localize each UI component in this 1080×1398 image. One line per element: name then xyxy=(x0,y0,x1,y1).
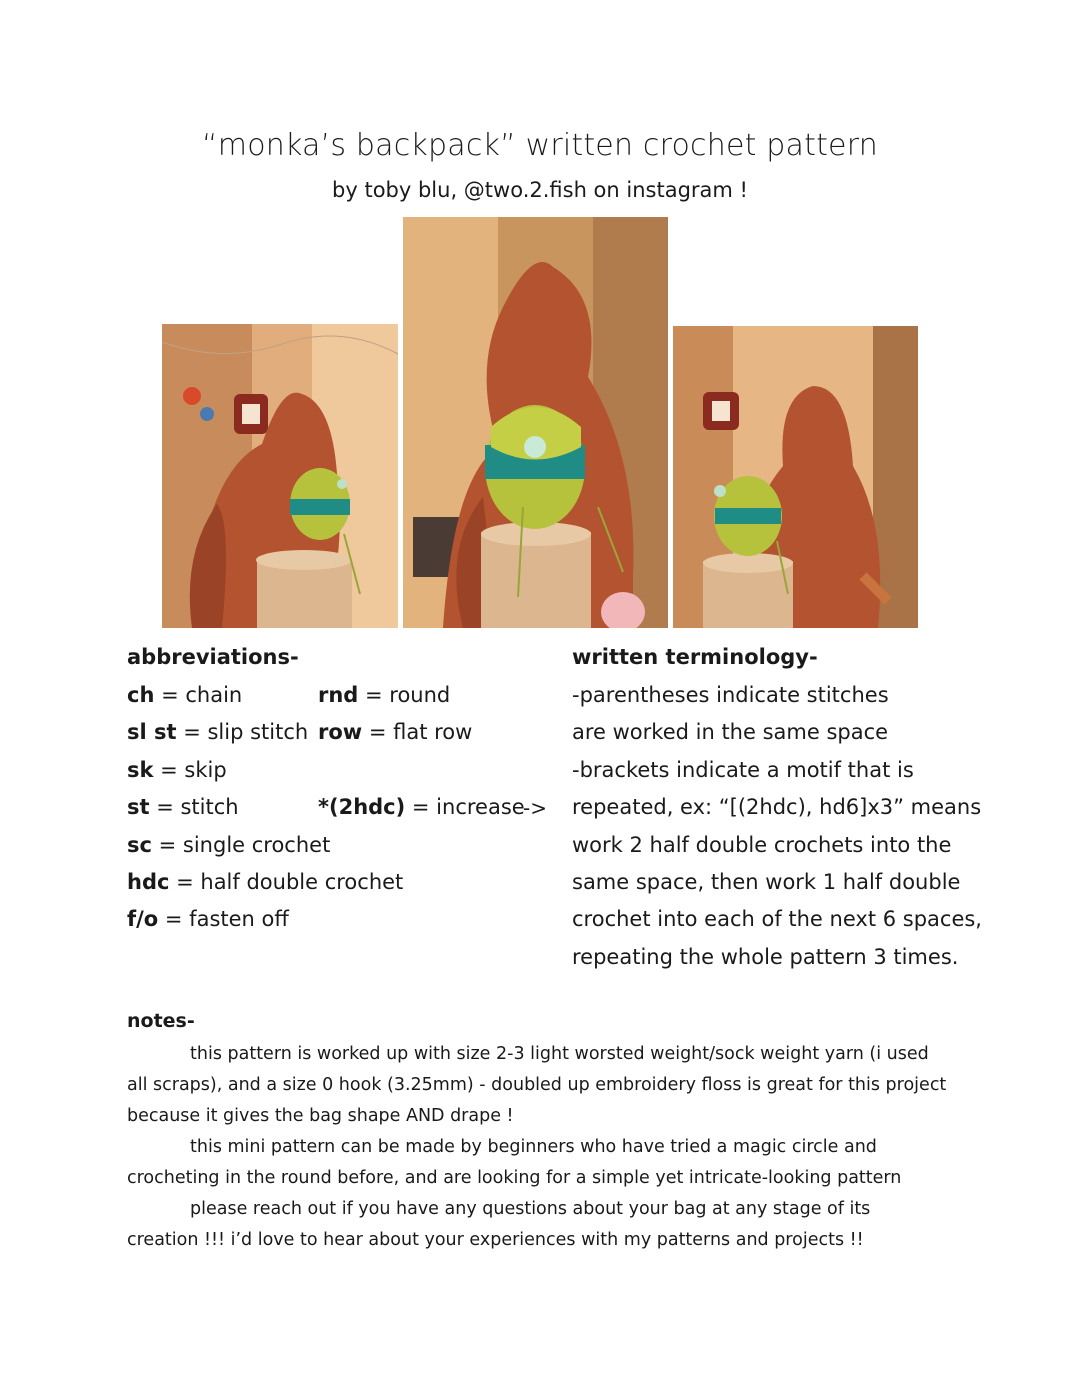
terminology-line: work 2 half double crochets into the xyxy=(572,833,952,857)
monkey-backpack-back-photo-icon xyxy=(403,217,668,628)
arrow-icon: -> xyxy=(523,796,547,820)
terminology-line: repeating the whole pattern 3 times. xyxy=(572,945,959,969)
abbreviation-item xyxy=(318,720,472,744)
notes-heading: notes- xyxy=(127,1010,195,1032)
abbreviation-definition: = round xyxy=(358,683,451,707)
abbreviation-term: sc xyxy=(127,833,152,857)
monkey-backpack-side-photo-icon xyxy=(162,324,398,628)
author-byline: by toby blu, @two.2.fish on instagram ! xyxy=(332,178,748,202)
abbreviations-heading: abbreviations- xyxy=(127,645,299,669)
abbreviation-item xyxy=(318,795,525,819)
notes-paragraph: this mini pattern can be made by beginners who have tried a magic circle and crocheting in the round before, and are looking for a simple yet intricate-looking pattern xyxy=(127,1137,902,1188)
abbreviation-item xyxy=(127,870,403,894)
abbreviation-term: *(2hdc) xyxy=(318,795,406,819)
page-title: “monka’s backpack” written crochet pattern xyxy=(202,128,878,163)
abbreviation-item xyxy=(127,907,289,931)
terminology-heading: written terminology- xyxy=(572,645,818,669)
terminology-line: crochet into each of the next 6 spaces, xyxy=(572,907,982,931)
abbreviation-term: sk xyxy=(127,758,154,782)
terminology-line: -brackets indicate a motif that is xyxy=(572,758,914,782)
abbreviation-term: rnd xyxy=(318,683,359,707)
notes-paragraph: please reach out if you have any questions about your bag at any stage of its creation !!! i’d love to hear about your experiences with my patterns and projects !! xyxy=(127,1199,871,1250)
abbreviation-definition: = flat row xyxy=(362,720,473,744)
terminology-line: are worked in the same space xyxy=(572,720,889,744)
abbreviation-term: ch xyxy=(127,683,155,707)
abbreviation-item xyxy=(318,683,450,707)
abbreviation-definition: = slip stitch xyxy=(176,720,309,744)
abbreviation-term: sl st xyxy=(127,720,177,744)
terminology-line: -parentheses indicate stitches xyxy=(572,683,889,707)
abbreviation-term: f/o xyxy=(127,907,159,931)
abbreviation-term: row xyxy=(318,720,363,744)
abbreviation-item xyxy=(127,683,242,707)
abbreviation-definition: = skip xyxy=(153,758,227,782)
abbreviation-definition: = chain xyxy=(154,683,243,707)
terminology-line: repeated, ex: “[(2hdc), hd6]x3” means xyxy=(572,795,982,819)
abbreviation-definition: = single crochet xyxy=(151,833,331,857)
abbreviation-item xyxy=(127,758,227,782)
terminology-line: same space, then work 1 half double xyxy=(572,870,961,894)
notes-paragraph: this pattern is worked up with size 2-3 light worsted weight/sock weight yarn (i used all scraps), and a size 0 hook (3.25mm) - doubled up embroidery floss is great for this project because it gives the bag shape AND drape ! xyxy=(127,1044,947,1126)
abbreviation-term: st xyxy=(127,795,150,819)
abbreviation-item xyxy=(127,795,239,819)
monkey-backpack-other-side-photo-icon xyxy=(673,326,918,628)
abbreviation-item xyxy=(127,720,308,744)
abbreviation-item xyxy=(127,833,330,857)
abbreviation-definition: = stitch xyxy=(149,795,239,819)
abbreviation-definition: = half double crochet xyxy=(169,870,404,894)
abbreviation-definition: = fasten off xyxy=(158,907,289,931)
abbreviation-definition: = increase xyxy=(405,795,525,819)
abbreviation-term: hdc xyxy=(127,870,170,894)
